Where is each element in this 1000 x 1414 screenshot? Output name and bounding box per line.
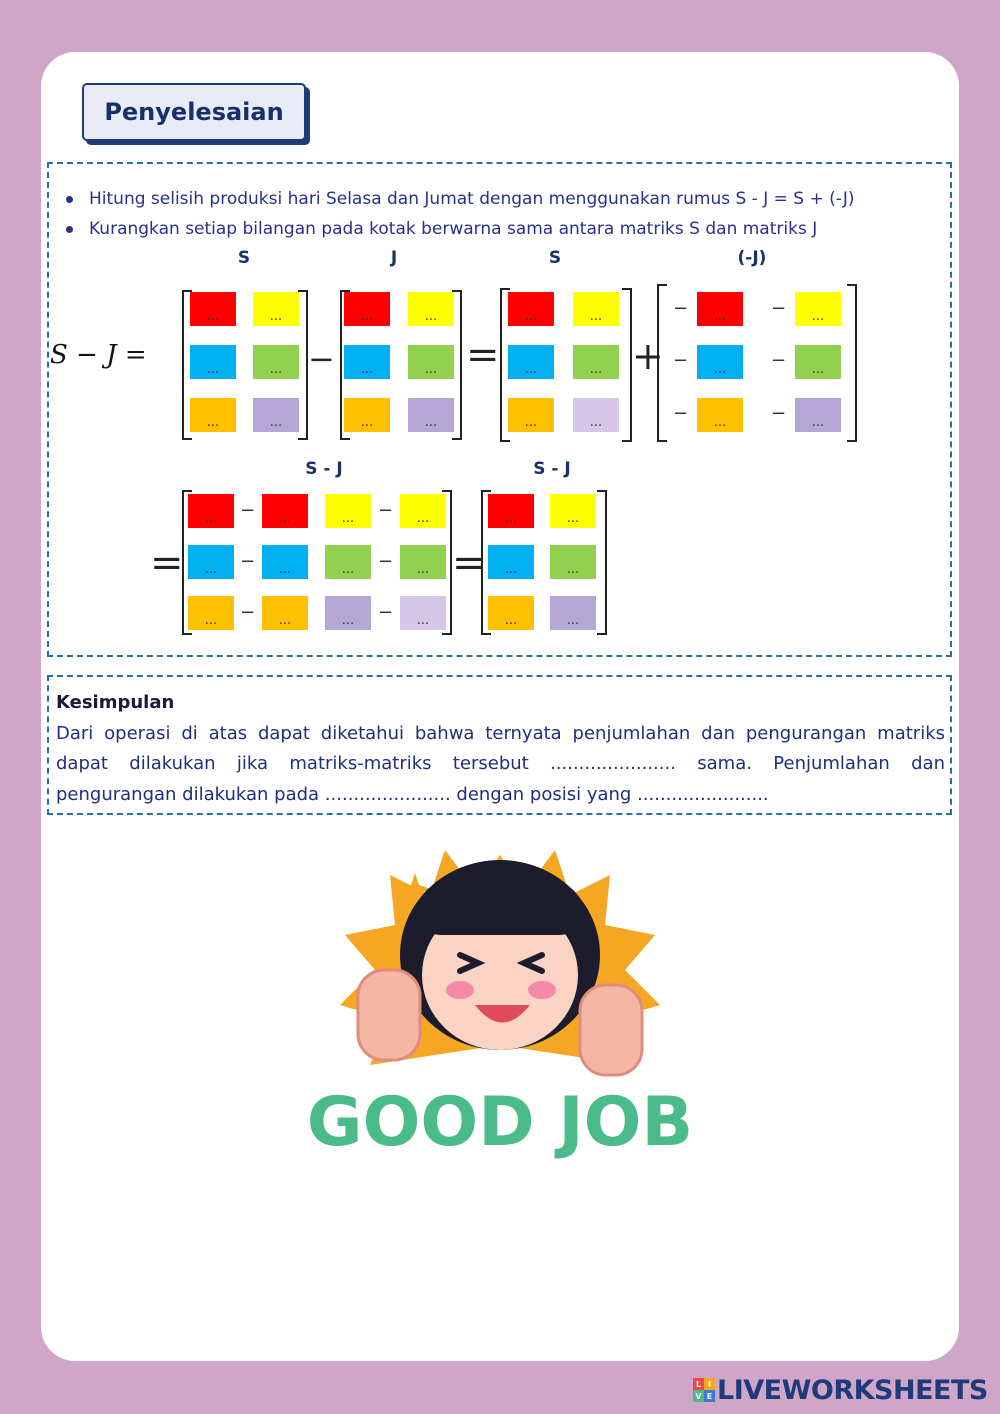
matrix-cell[interactable]: ... [488,545,534,579]
liveworksheets-logo [693,1374,988,1406]
matrix-cell[interactable]: ... [408,292,454,326]
matrix-label-j: J [390,248,398,268]
equation-lhs: S − J = [50,340,147,370]
logo-mark-icon: L I V E [693,1378,715,1402]
instruction-list [66,184,946,244]
neg-sign: − [673,350,689,371]
bullet-icon [66,226,73,233]
matrix-cell[interactable]: ... [550,545,596,579]
matrix-cell[interactable]: ... [188,596,234,630]
conclusion-text: Dari operasi di atas dapat diketahui bahwa ternyata penjumlahan dan pengurangan matriks dapat dilakukan jika matriks-matriks tersebut ...................... sama. Penjumlahan dan pengurangan dilakukan pada ...................... dengan posisi yang ....................... [56,722,945,805]
matrix-cell[interactable]: ... [400,545,446,579]
matrix-cell[interactable]: ... [188,545,234,579]
equals-operator: = [150,540,184,586]
matrix-cell[interactable]: ... [262,545,308,579]
matrix-cell[interactable]: ... [253,398,299,432]
matrix-cell[interactable]: ... [795,292,841,326]
plus-operator: + [632,334,664,378]
matrix-label-neg-j: (-J) [737,248,767,268]
bangs-shape [420,885,580,935]
matrix-neg-j [657,284,857,442]
matrix-cell[interactable]: ... [190,398,236,432]
matrix-cell[interactable]: ... [488,596,534,630]
matrix-cell[interactable]: ... [344,345,390,379]
matrix-cell[interactable]: ... [550,494,596,528]
right-thumb [580,985,642,1075]
matrix-s-minus-j-result [481,490,607,635]
matrix-cell[interactable]: ... [697,398,743,432]
matrix-cell[interactable]: ... [697,292,743,326]
matrix-cell[interactable]: ... [253,292,299,326]
conclusion-heading: Kesimpulan [56,692,175,713]
instruction-item: Hitung selisih produksi hari Selasa dan Jumat dengan menggunakan rumus S - J = S + (-J) [66,184,946,214]
neg-sign: − [771,403,787,424]
neg-sign: − [378,551,394,572]
matrix-cell[interactable]: ... [400,494,446,528]
matrix-cell[interactable]: ... [400,596,446,630]
matrix-j [340,290,462,440]
matrix-cell[interactable]: ... [488,494,534,528]
matrix-cell[interactable]: ... [325,494,371,528]
left-thumb [358,970,420,1060]
neg-sign: − [771,298,787,319]
matrix-label-s-minus-j: S - J [305,459,343,479]
conclusion [56,688,945,810]
matrix-s [500,288,632,442]
matrix-cell[interactable]: ... [344,398,390,432]
matrix-cell[interactable]: ... [508,292,554,326]
matrix-cell[interactable]: ... [795,398,841,432]
neg-sign: − [673,298,689,319]
equals-operator: = [466,332,500,378]
matrix-cell[interactable]: ... [188,494,234,528]
matrix-cell[interactable]: ... [408,398,454,432]
matrix-cell[interactable]: ... [795,345,841,379]
section-title [82,83,306,141]
neg-sign: − [673,403,689,424]
matrix-label-s: S [237,248,251,268]
matrix-cell[interactable]: ... [573,292,619,326]
minus-operator: − [308,340,335,378]
matrix-cell[interactable]: ... [190,345,236,379]
neg-sign: − [378,602,394,623]
section-title-text: Penyelesaian [104,98,284,126]
instruction-item: Kurangkan setiap bilangan pada kotak berwarna sama antara matriks S dan matriks J [66,214,946,244]
matrix-cell[interactable]: ... [550,596,596,630]
matrix-cell[interactable]: ... [508,398,554,432]
matrix-cell[interactable]: ... [190,292,236,326]
matrix-cell[interactable]: ... [262,596,308,630]
matrix-cell[interactable]: ... [508,345,554,379]
matrix-s [182,290,308,440]
matrix-cell[interactable]: ... [325,545,371,579]
neg-sign: − [240,602,256,623]
left-cheek [446,981,474,999]
neg-sign: − [378,500,394,521]
matrix-cell[interactable]: ... [408,345,454,379]
matrix-cell[interactable]: ... [573,345,619,379]
equals-operator: = [452,540,486,586]
good-job-sticker [306,845,694,1175]
matrix-cell[interactable]: ... [344,292,390,326]
neg-sign: − [240,551,256,572]
bullet-icon [66,196,73,203]
neg-sign: − [240,500,256,521]
good-job-text: GOOD JOB [306,1083,694,1162]
matrix-cell[interactable]: ... [697,345,743,379]
matrix-cell[interactable]: ... [253,345,299,379]
logo-text: LIVEWORKSHEETS [717,1374,988,1406]
matrix-cell[interactable]: ... [573,398,619,432]
matrix-label-s: S [548,248,562,268]
right-cheek [528,981,556,999]
matrix-label-s-minus-j: S - J [533,459,571,479]
neg-sign: − [771,350,787,371]
matrix-s-minus-j-expanded [182,490,452,635]
matrix-cell[interactable]: ... [325,596,371,630]
matrix-cell[interactable]: ... [262,494,308,528]
